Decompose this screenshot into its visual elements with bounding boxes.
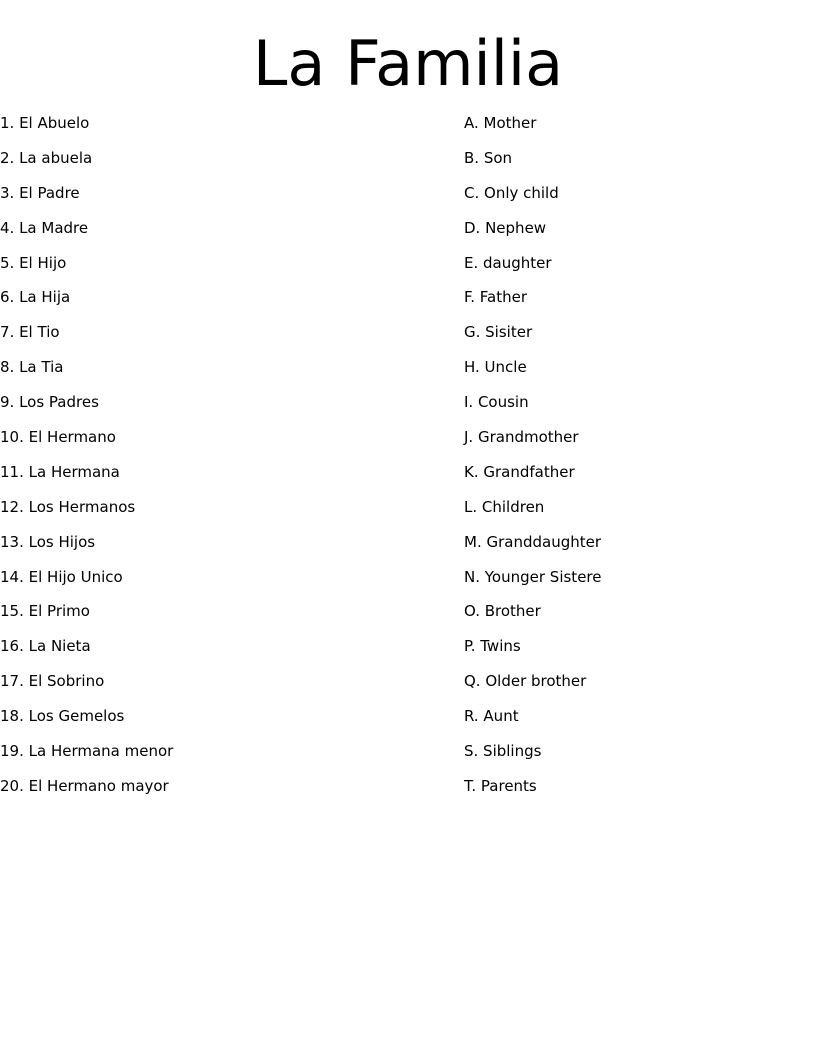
spanish-term: 13. Los Hijos [0,532,96,551]
english-term: C. Only child [464,183,559,202]
spanish-term: 9. Los Padres [0,393,99,412]
spanish-term: 7. El Tio [0,323,60,342]
spanish-term: 15. El Primo [0,602,90,621]
spanish-term: 2. La abuela [0,148,93,167]
spanish-term: 14. El Hijo Unico [0,567,123,586]
spanish-term: 10. El Hermano [0,428,116,447]
spanish-term: 16. La Nieta [0,637,91,656]
english-term: E. daughter [464,253,552,272]
english-term: R. Aunt [464,707,519,726]
spanish-term: 18. Los Gemelos [0,707,125,726]
spanish-term: 12. Los Hermanos [0,497,136,516]
english-term: A. Mother [464,114,537,132]
english-term: Q. Older brother [464,672,587,691]
english-term: P. Twins [464,637,521,656]
english-term: M. Granddaughter [464,532,602,551]
spanish-term: 11. La Hermana [0,462,120,481]
english-term: H. Uncle [464,358,527,377]
spanish-term: 17. El Sobrino [0,672,105,691]
spanish-term: 8. La Tia [0,358,64,377]
spanish-term: 4. La Madre [0,218,89,237]
english-term: F. Father [464,288,527,307]
english-terms-list [464,110,804,808]
english-term: G. Sisiter [464,323,533,342]
english-term: L. Children [464,497,545,516]
english-term: D. Nephew [464,218,547,237]
spanish-term: 20. El Hermano mayor [0,776,169,795]
page-title: La Familia [252,27,564,100]
english-term: S. Siblings [464,742,542,761]
english-term: I. Cousin [464,393,529,412]
english-term: N. Younger Sistere [464,567,602,586]
english-term: O. Brother [464,602,541,621]
english-term: T. Parents [464,776,537,795]
english-term: J. Grandmother [464,428,579,447]
english-term: K. Grandfather [464,462,575,481]
spanish-term: 19. La Hermana menor [0,742,174,761]
english-term: B. Son [464,148,513,167]
spanish-term: 6. La Hija [0,288,71,307]
spanish-terms-list [0,110,440,808]
spanish-term: 1. El Abuelo [0,114,90,132]
spanish-term: 3. El Padre [0,183,80,202]
spanish-term: 5. El Hijo [0,253,67,272]
